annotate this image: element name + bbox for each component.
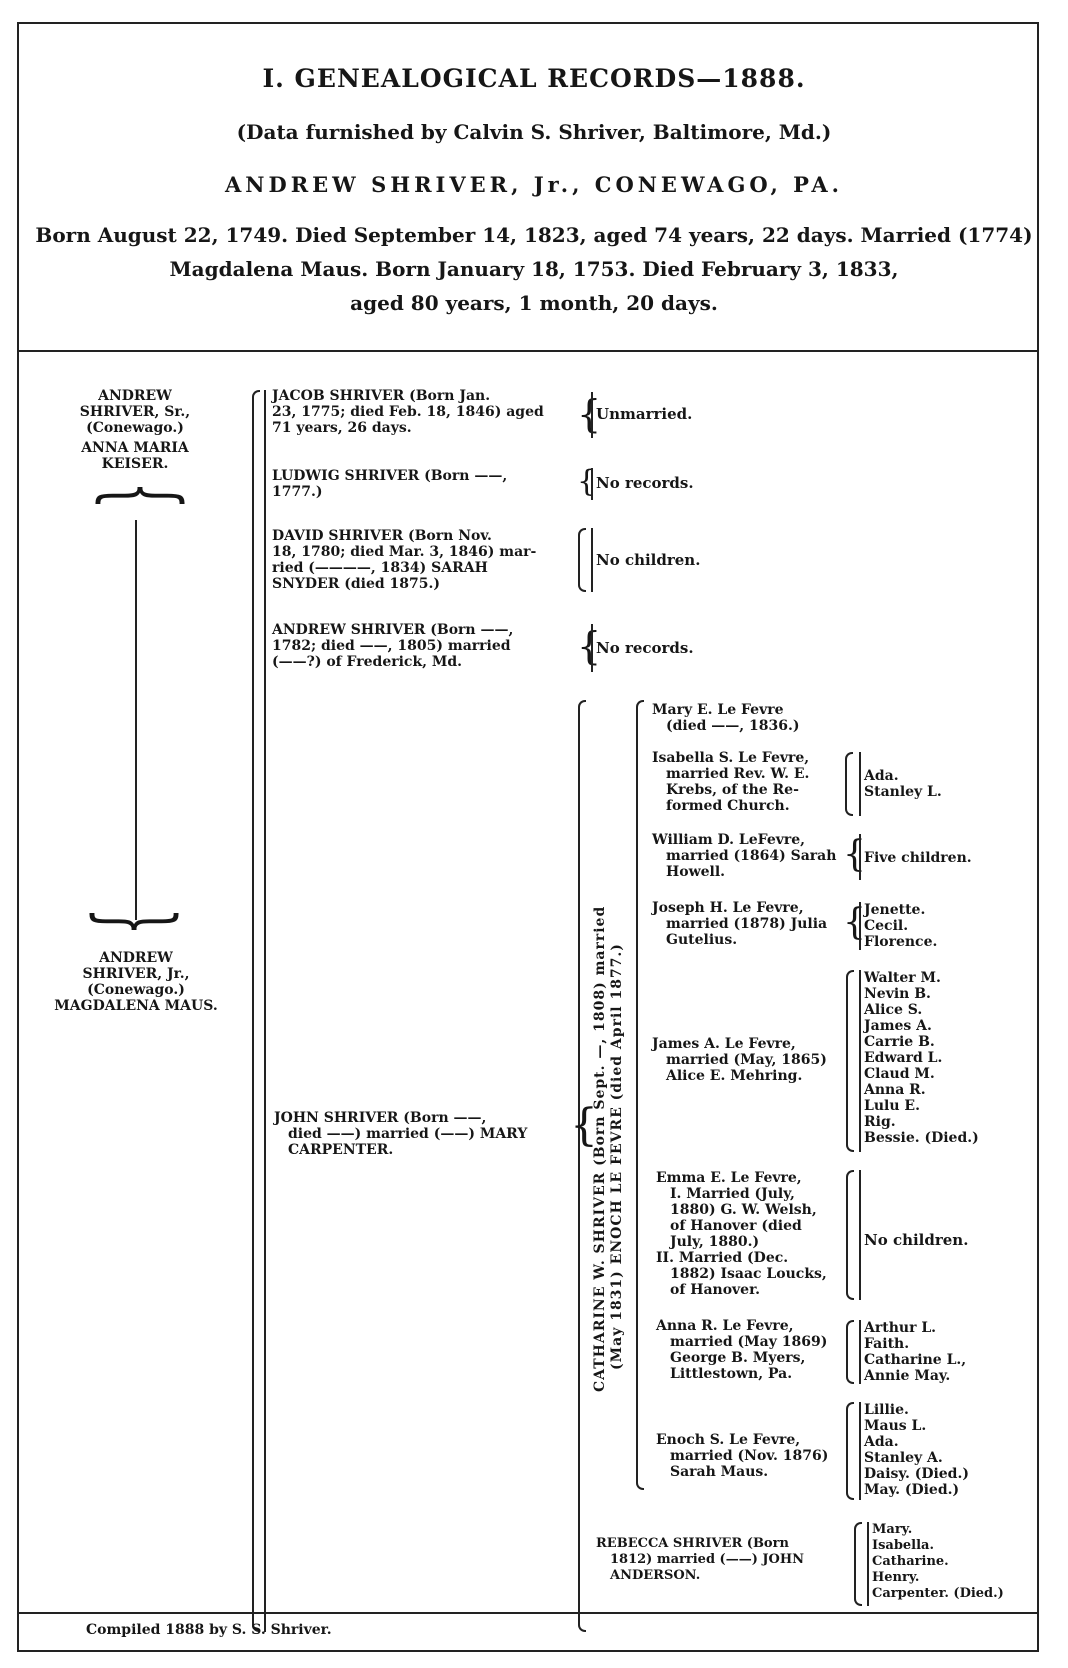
kids-line [859,834,861,880]
subject-heading: ANDREW SHRIVER, Jr., CONEWAGO, PA. [225,172,843,197]
children-bracket [252,390,260,1632]
catharine-entry [592,906,626,1392]
bio-line: aged 80 years, 1 month, 20 days. [350,291,718,315]
grandchild-entry [652,1036,827,1084]
grandchild-text: Anna R. Le Fevre, [656,1318,794,1334]
grandchild-text: July, 1880.) [670,1234,760,1250]
child-text: JACOB SHRIVER (Born Jan. [272,388,491,404]
great-grandchild: Ada. [864,768,899,784]
great-grandchild: Five children. [864,850,972,866]
brace [846,970,854,1152]
grandchild-text: married (Nov. 1876) [670,1448,829,1464]
great-grandchild: Carrie B. [864,1034,935,1050]
grandchild-entry [656,1170,827,1298]
grandchild-entry [656,1318,827,1382]
great-grandchild: Faith. [864,1336,910,1352]
rebecca-child: Henry. [872,1570,920,1585]
brace [578,528,586,592]
grandchild-text: James A. Le Fevre, [652,1036,796,1052]
note-line [591,528,593,592]
brace: { [577,624,602,668]
child-note: Unmarried. [596,405,693,423]
grandchild-text: (died ——, 1836.) [666,718,800,734]
grandchild-text: Littlestown, Pa. [670,1366,793,1382]
subject-bio [0,218,1068,320]
footer-divider [19,1612,1037,1614]
grandchild-text: Joseph H. Le Fevre, [652,900,804,916]
great-grandchild: James A. [864,1018,932,1034]
john-children-bracket [578,700,586,1632]
grandchild-text: 1880) G. W. Welsh, [670,1202,817,1218]
parents-brace: } [80,481,194,510]
child-entry [272,468,507,500]
brace [846,1320,854,1384]
grandchild-text: married (1878) Julia [666,916,828,932]
page-subtitle: (Data furnished by Calvin S. Shriver, Baltimore, Md.) [236,120,832,144]
rebecca-text: 1812) married (——) JOHN [610,1552,805,1567]
kids-line [867,1522,869,1606]
brace: { [577,464,597,499]
grandchild-text: married (May 1869) [670,1334,828,1350]
brace [845,752,853,816]
subject-place: (Conewago.) [87,982,185,998]
grandchild-text: Alice E. Mehring. [666,1068,803,1084]
rebecca-child: Isabella. [872,1538,935,1553]
father-name: SHRIVER, Sr., [79,404,191,420]
grandchild-text: Sarah Maus. [670,1464,769,1480]
note-line [591,392,593,438]
subject-name: ANDREW [99,950,173,966]
great-grandchild: Maus L. [864,1418,927,1434]
child-text: 1782; died ——, 1805) married [272,638,511,654]
rebecca-entry [596,1536,804,1584]
brace [846,1402,854,1500]
grandchild-text: formed Church. [666,798,790,814]
bio-line: Magdalena Maus. Born January 18, 1753. Died February 3, 1833, [169,257,899,281]
child-note: No children. [596,551,701,569]
child-text: 1777.) [272,484,323,500]
great-grandchild: Walter M. [864,970,941,986]
grandchild-text: married Rev. W. E. [666,766,810,782]
child-text: ried (————, 1834) SARAH [272,560,488,576]
grandchildren-bracket [636,700,644,1490]
grandchild-text: of Hanover (died [670,1218,802,1234]
child-text: SNYDER (died 1875.) [272,576,440,592]
grandchild-entry [652,702,800,734]
father-place: (Conewago.) [86,420,184,436]
rebecca-child: Mary. [872,1522,913,1537]
kids-line [859,970,861,1152]
mother-name: KEISER. [101,456,169,472]
brace [854,1522,862,1606]
great-grandchild: Rig. [864,1114,896,1130]
subject-couple [30,950,242,1014]
great-grandchild: Nevin B. [864,986,931,1002]
grandchild-entry [652,900,827,948]
father-name: ANDREW [98,388,172,404]
kids-list [864,970,979,1146]
catharine-line: CATHARINE W. SHRIVER (Born Sept. —, 1808) married [592,905,608,1392]
grandchild-text: Emma E. Le Fevre, [656,1170,802,1186]
grandchild-text: of Hanover. [670,1282,761,1298]
grandchild-text: William D. LeFevre, [652,832,806,848]
child-text: 71 years, 26 days. [272,420,412,436]
grandchild-entry [656,1432,828,1480]
child-text: (——?) of Frederick, Md. [272,654,463,670]
kids-list [864,902,937,950]
great-grandchild: Jenette. [864,902,926,918]
kids-list [864,768,942,800]
children-bracket-line [264,390,266,1632]
kids-list [864,1320,966,1384]
brace: { [577,392,602,436]
great-grandchild: Annie May. [864,1368,951,1384]
rebecca-text: ANDERSON. [610,1568,701,1583]
grandchild-text: married (May, 1865) [666,1052,827,1068]
grandchild-text: Enoch S. Le Fevre, [656,1432,801,1448]
grandchild-text: 1882) Isaac Loucks, [670,1266,827,1282]
grandchild-text: I. Married (July, [670,1186,795,1202]
child-entry [274,1110,527,1158]
great-grandchild: Stanley L. [864,784,942,800]
child-text: LUDWIG SHRIVER (Born ——, [272,468,508,484]
great-grandchild: Catharine L., [864,1352,967,1368]
kids-list [864,1402,969,1498]
great-grandchild: Ada. [864,1434,899,1450]
catharine-line: (May 1831) ENOCH LE FEVRE (died April 1877.) [609,943,625,1370]
kids-line [859,902,861,950]
kids-list [864,1232,968,1248]
great-grandchild: Edward L. [864,1050,943,1066]
great-grandchild: Daisy. (Died.) [864,1466,969,1482]
child-entry [272,622,513,670]
rebecca-text: REBECCA SHRIVER (Born [596,1536,789,1551]
child-text: ANDREW SHRIVER (Born ——, [272,622,514,638]
rebecca-child: Carpenter. (Died.) [872,1586,1004,1601]
child-text: 18, 1780; died Mar. 3, 1846) mar- [272,544,537,560]
great-grandchild: Cecil. [864,918,909,934]
kids-line [859,1320,861,1384]
bio-line: Born August 22, 1749. Died September 14, 1823, aged 74 years, 22 days. Married (1774) [35,223,1033,247]
grandchild-text: married (1864) Sarah [666,848,837,864]
grandchild-text: II. Married (Dec. [656,1250,789,1266]
footer-credit: Compiled 1888 by S. S. Shriver. [86,1622,332,1638]
grandchild-entry [652,832,836,880]
child-note: No records. [596,474,694,492]
great-grandchild: Anna R. [864,1082,926,1098]
child-note: No records. [596,639,694,657]
child-entry [272,528,536,592]
rebecca-child: Catharine. [872,1554,949,1569]
kids-list [864,850,972,866]
great-grandchild: Stanley A. [864,1450,943,1466]
brace: { [843,902,866,943]
grandchild-text: George B. Myers, [670,1350,806,1366]
child-text: 23, 1775; died Feb. 18, 1846) aged [272,404,544,420]
child-text: CARPENTER. [288,1142,394,1158]
grandchild-entry [652,750,809,814]
note-line [591,624,593,672]
brace [846,1170,854,1300]
great-grandchild: No children. [864,1231,969,1249]
great-grandchild: Arthur L. [864,1320,937,1336]
great-grandchild: Alice S. [864,1002,923,1018]
child-text: DAVID SHRIVER (Born Nov. [272,528,492,544]
great-grandchild: May. (Died.) [864,1482,960,1498]
brace: { [570,1100,598,1151]
great-grandchild: Lillie. [864,1402,909,1418]
subject-brace: } [80,907,194,936]
grandchild-text: Howell. [666,864,726,880]
great-grandchild: Claud M. [864,1066,935,1082]
brace: { [843,834,866,875]
header-divider [19,350,1037,352]
descent-line [135,520,137,920]
note-line [591,468,593,500]
great-grandchild: Florence. [864,934,938,950]
grandchild-text: Mary E. Le Fevre [652,702,784,718]
grandchild-text: Krebs, of the Re- [666,782,799,798]
grandchild-text: Gutelius. [666,932,738,948]
child-text: died ——) married (——) MARY [288,1126,528,1142]
subject-name: SHRIVER, Jr., [82,966,190,982]
kids-line [859,1170,861,1300]
kids-list [872,1522,1004,1602]
subject-spouse: MAGDALENA MAUS. [54,998,218,1014]
great-grandchild: Bessie. (Died.) [864,1130,979,1146]
mother-name: ANNA MARIA [81,440,189,456]
child-text: JOHN SHRIVER (Born ——, [274,1110,487,1126]
kids-line [859,1402,861,1500]
kids-line [859,752,861,816]
great-grandchild: Lulu E. [864,1098,920,1114]
child-entry [272,388,544,436]
page-title: I. GENEALOGICAL RECORDS—1888. [262,64,806,93]
grandchild-text: Isabella S. Le Fevre, [652,750,810,766]
